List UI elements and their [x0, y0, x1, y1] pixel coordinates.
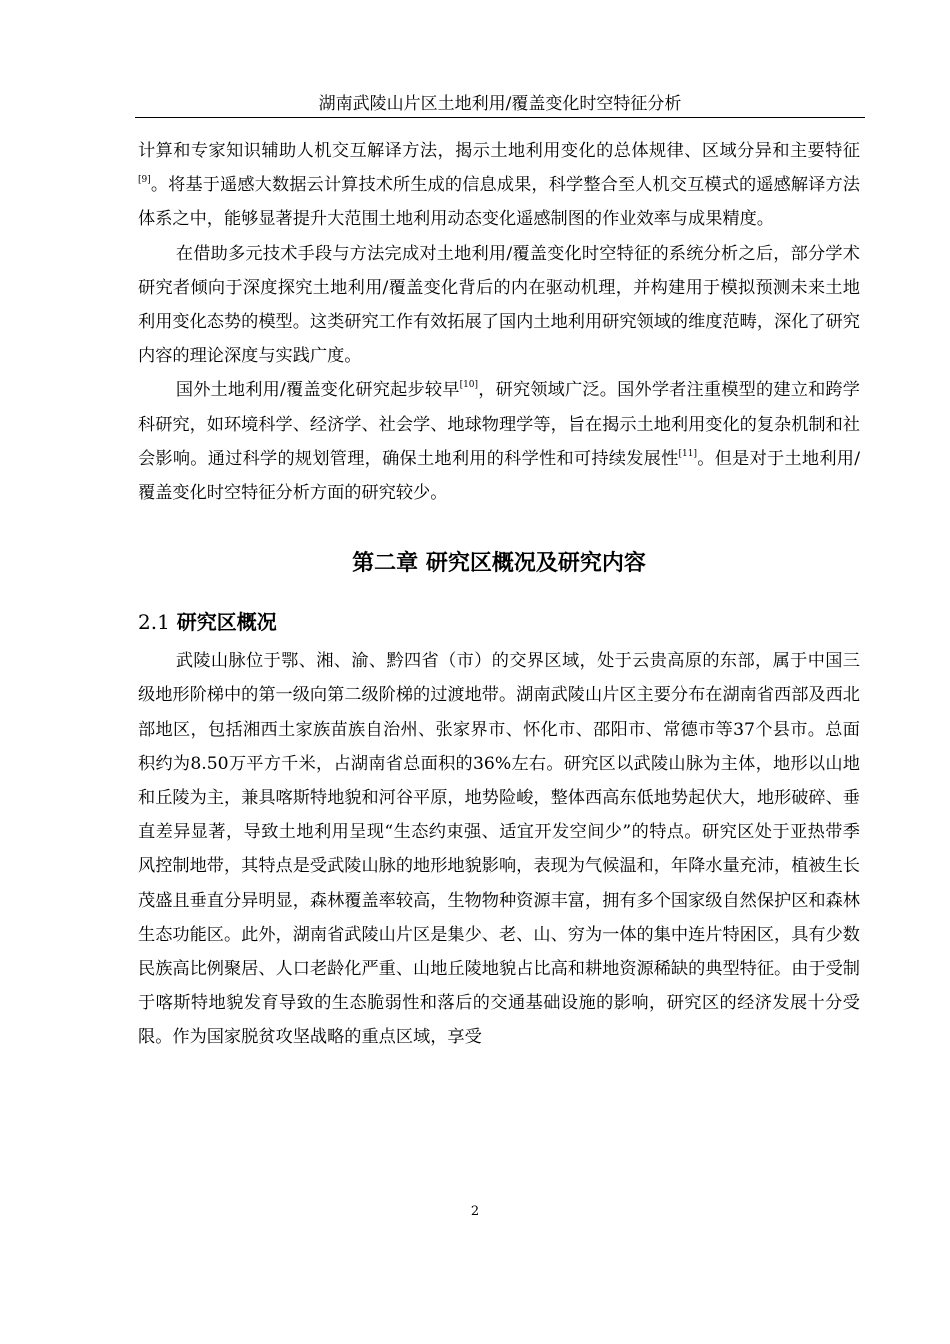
- paragraph-1-text-b: 。将基于遥感大数据云计算技术所生成的信息成果，科学整合至人机交互模式的遥感解译方法体系之中，能够显著提升大范围土地利用动态变化遥感制图的作业效率与成果精度。: [138, 175, 860, 230]
- paragraph-3-text-b: ，研究领域广泛。国外学者注重模型的建立和跨学科研究，如环境科学、经济学、社会学、地球物理学等，旨在揭示土地利用变化的复杂机制和社会影响。通过科学的规划管理，确保土地利用的科学性和可持续发展性: [138, 380, 860, 469]
- paragraph-3-text-a: 国外土地利用/覆盖变化研究起步较早: [175, 380, 460, 401]
- citation-10[interactable]: [10]: [459, 380, 479, 391]
- paragraph-1-text-a: 计算和专家知识辅助人机交互解译方法，揭示土地利用变化的总体规律、区域分异和主要特征: [138, 141, 860, 161]
- header-rule: [135, 117, 865, 118]
- section-heading: [138, 600, 860, 644]
- section-title: 研究区概况: [176, 610, 277, 635]
- citation-11[interactable]: [11]: [678, 448, 698, 459]
- paragraph-1: [138, 134, 860, 237]
- section-number: 2.1: [138, 610, 170, 635]
- paragraph-2: 在借助多元技术手段与方法完成对土地利用/覆盖变化时空特征的系统分析之后，部分学术研究者倾向于深度探究土地利用/覆盖变化背后的内在驱动机理，并构建用于模拟预测未来土地利用变化态势的模型。这类研究工作有效拓展了国内土地利用研究领域的维度范畴，深化了研究内容的理论深度与实践广度。: [138, 243, 860, 367]
- chapter-title: 第二章 研究区概况及研究内容: [352, 551, 646, 577]
- paragraph-3-text-c: 。但是对于土地利用/覆盖变化时空特征分析方面的研究较少。: [138, 448, 860, 504]
- citation-9[interactable]: [9]: [138, 175, 151, 186]
- page-number: 2: [470, 1204, 480, 1219]
- page-body: [138, 134, 860, 1055]
- paragraph-3: [138, 373, 860, 510]
- paragraph-4: 武陵山脉位于鄂、湘、渝、黔四省（市）的交界区域，处于云贵高原的东部，属于中国三级地形阶梯中的第一级向第二级阶梯的过渡地带。湖南武陵山片区主要分布在湖南省西部及西北部地区，包括湘西土家族苗族自治州、张家界市、怀化市、邵阳市、常德市等37个县市。总面积约为8.50万平方千米，占湖南省总面积的36%左右。研究区以武陵山脉为主体，地形以山地和丘陵为主，兼具喀斯特地貌和河谷平原，地势险峻，整体西高东低地势起伏大，地形破碎、垂直差异显著，导致土地利用呈现“生态约束强、适宜开发空间少”的特点。研究区处于亚热带季风控制地带，其特点是受武陵山脉的地形地貌影响，表现为气候温和，年降水量充沛，植被生长茂盛且垂直分异明显，森林覆盖率较高，生物物种资源丰富，拥有多个国家级自然保护区和森林生态功能区。此外，湖南省武陵山片区是集少、老、山、穷为一体的集中连片特困区，具有少数民族高比例聚居、人口老龄化严重、山地丘陵地貌占比高和耕地资源稀缺的典型特征。由于受制于喀斯特地貌发育导致的生态脆弱性和落后的交通基础设施的影响，研究区的经济发展十分受限。作为国家脱贫攻坚战略的重点区域，享受: [138, 651, 860, 1048]
- running-header: 湖南武陵山片区土地利用/覆盖变化时空特征分析: [318, 94, 682, 114]
